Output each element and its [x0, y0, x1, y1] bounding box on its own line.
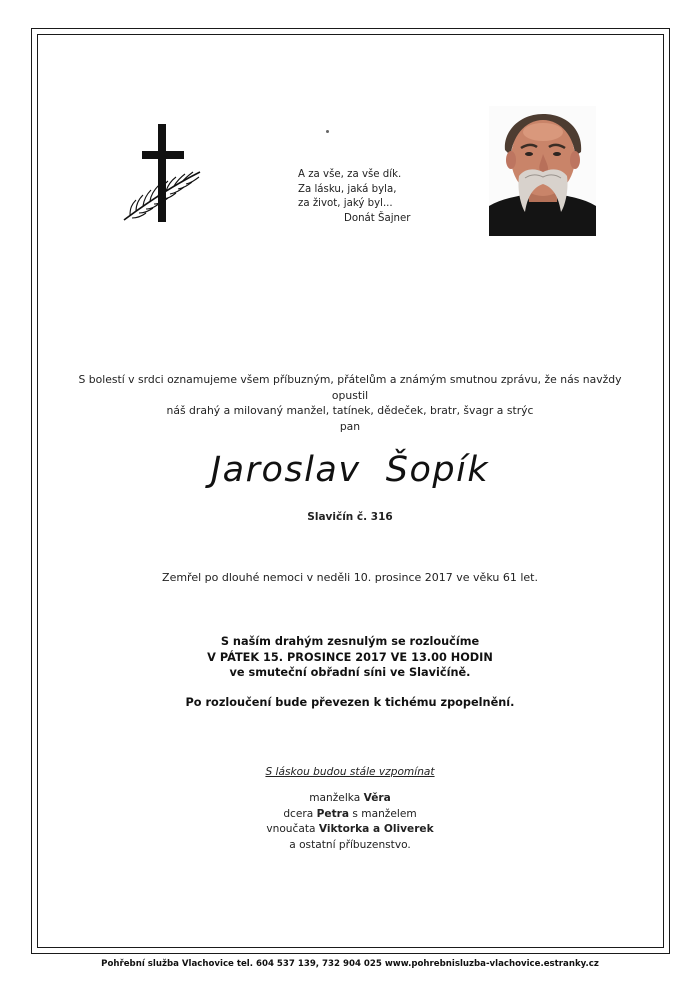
intro-line: pan: [339, 419, 361, 433]
quote-author: Donát Šajner: [344, 212, 411, 224]
mourners-heading: S láskou budou stále vzpomínat: [265, 766, 435, 778]
mourner-relation: vnoučata: [266, 823, 319, 835]
quote-line: A za vše, za vše dík.: [298, 169, 402, 180]
mourner-suffix: s manželem: [349, 807, 417, 820]
speck: [326, 130, 329, 133]
mourner-row: [150, 791, 550, 807]
mourner-relation: a ostatní příbuzenstvo.: [289, 838, 411, 851]
mourner-relation: manželka: [309, 792, 364, 804]
mourner-relation: dcera: [283, 807, 317, 820]
mourner-name: Viktorka a Oliverek: [318, 823, 434, 835]
intro-line: S bolestí v srdci oznamujeme všem příbuzným, přátelům a známým smutnou zprávu, že nás navždy opustil: [78, 373, 622, 402]
deceased-name: Jaroslav Šopík: [210, 450, 490, 490]
mourner-row: [150, 822, 550, 838]
quote-line: Za lásku, jaká byla,: [298, 183, 397, 195]
funeral-service-footer: Pohřební služba Vlachovice tel. 604 537 139, 732 904 025 www.pohrebnisluzba-vlachovice.estranky.cz: [101, 959, 599, 969]
funeral-line: S naším drahým zesnulým se rozloučíme: [220, 635, 480, 648]
funeral-line: V PÁTEK 15. PROSINCE 2017 VE 13.00 HODIN: [207, 650, 493, 664]
mourner-row: [150, 838, 550, 854]
deceased-address: Slavičín č. 316: [307, 511, 393, 523]
intro-line: náš drahý a milovaný manžel, tatínek, dědeček, bratr, švagr a strýc: [166, 404, 534, 417]
memorial-quote: [298, 168, 448, 226]
mourner-name: Věra: [363, 792, 391, 804]
mourners-list: [150, 791, 550, 853]
cremation-notice: Po rozloučení bude převezen k tichému zpopelnění.: [185, 696, 515, 709]
portrait-photo: [489, 106, 596, 236]
mourner-row: [150, 807, 550, 823]
cross-with-palm-icon: [120, 122, 204, 228]
mourner-name: Petra: [316, 807, 350, 820]
funeral-line: ve smuteční obřadní síni ve Slavičíně.: [229, 666, 471, 679]
funeral-details: [100, 634, 600, 681]
death-notice: Zemřel po dlouhé nemoci v neděli 10. prosince 2017 ve věku 61 let.: [162, 571, 538, 584]
quote-line: za život, jaký byl...: [298, 198, 393, 209]
announcement-intro: [60, 372, 640, 434]
